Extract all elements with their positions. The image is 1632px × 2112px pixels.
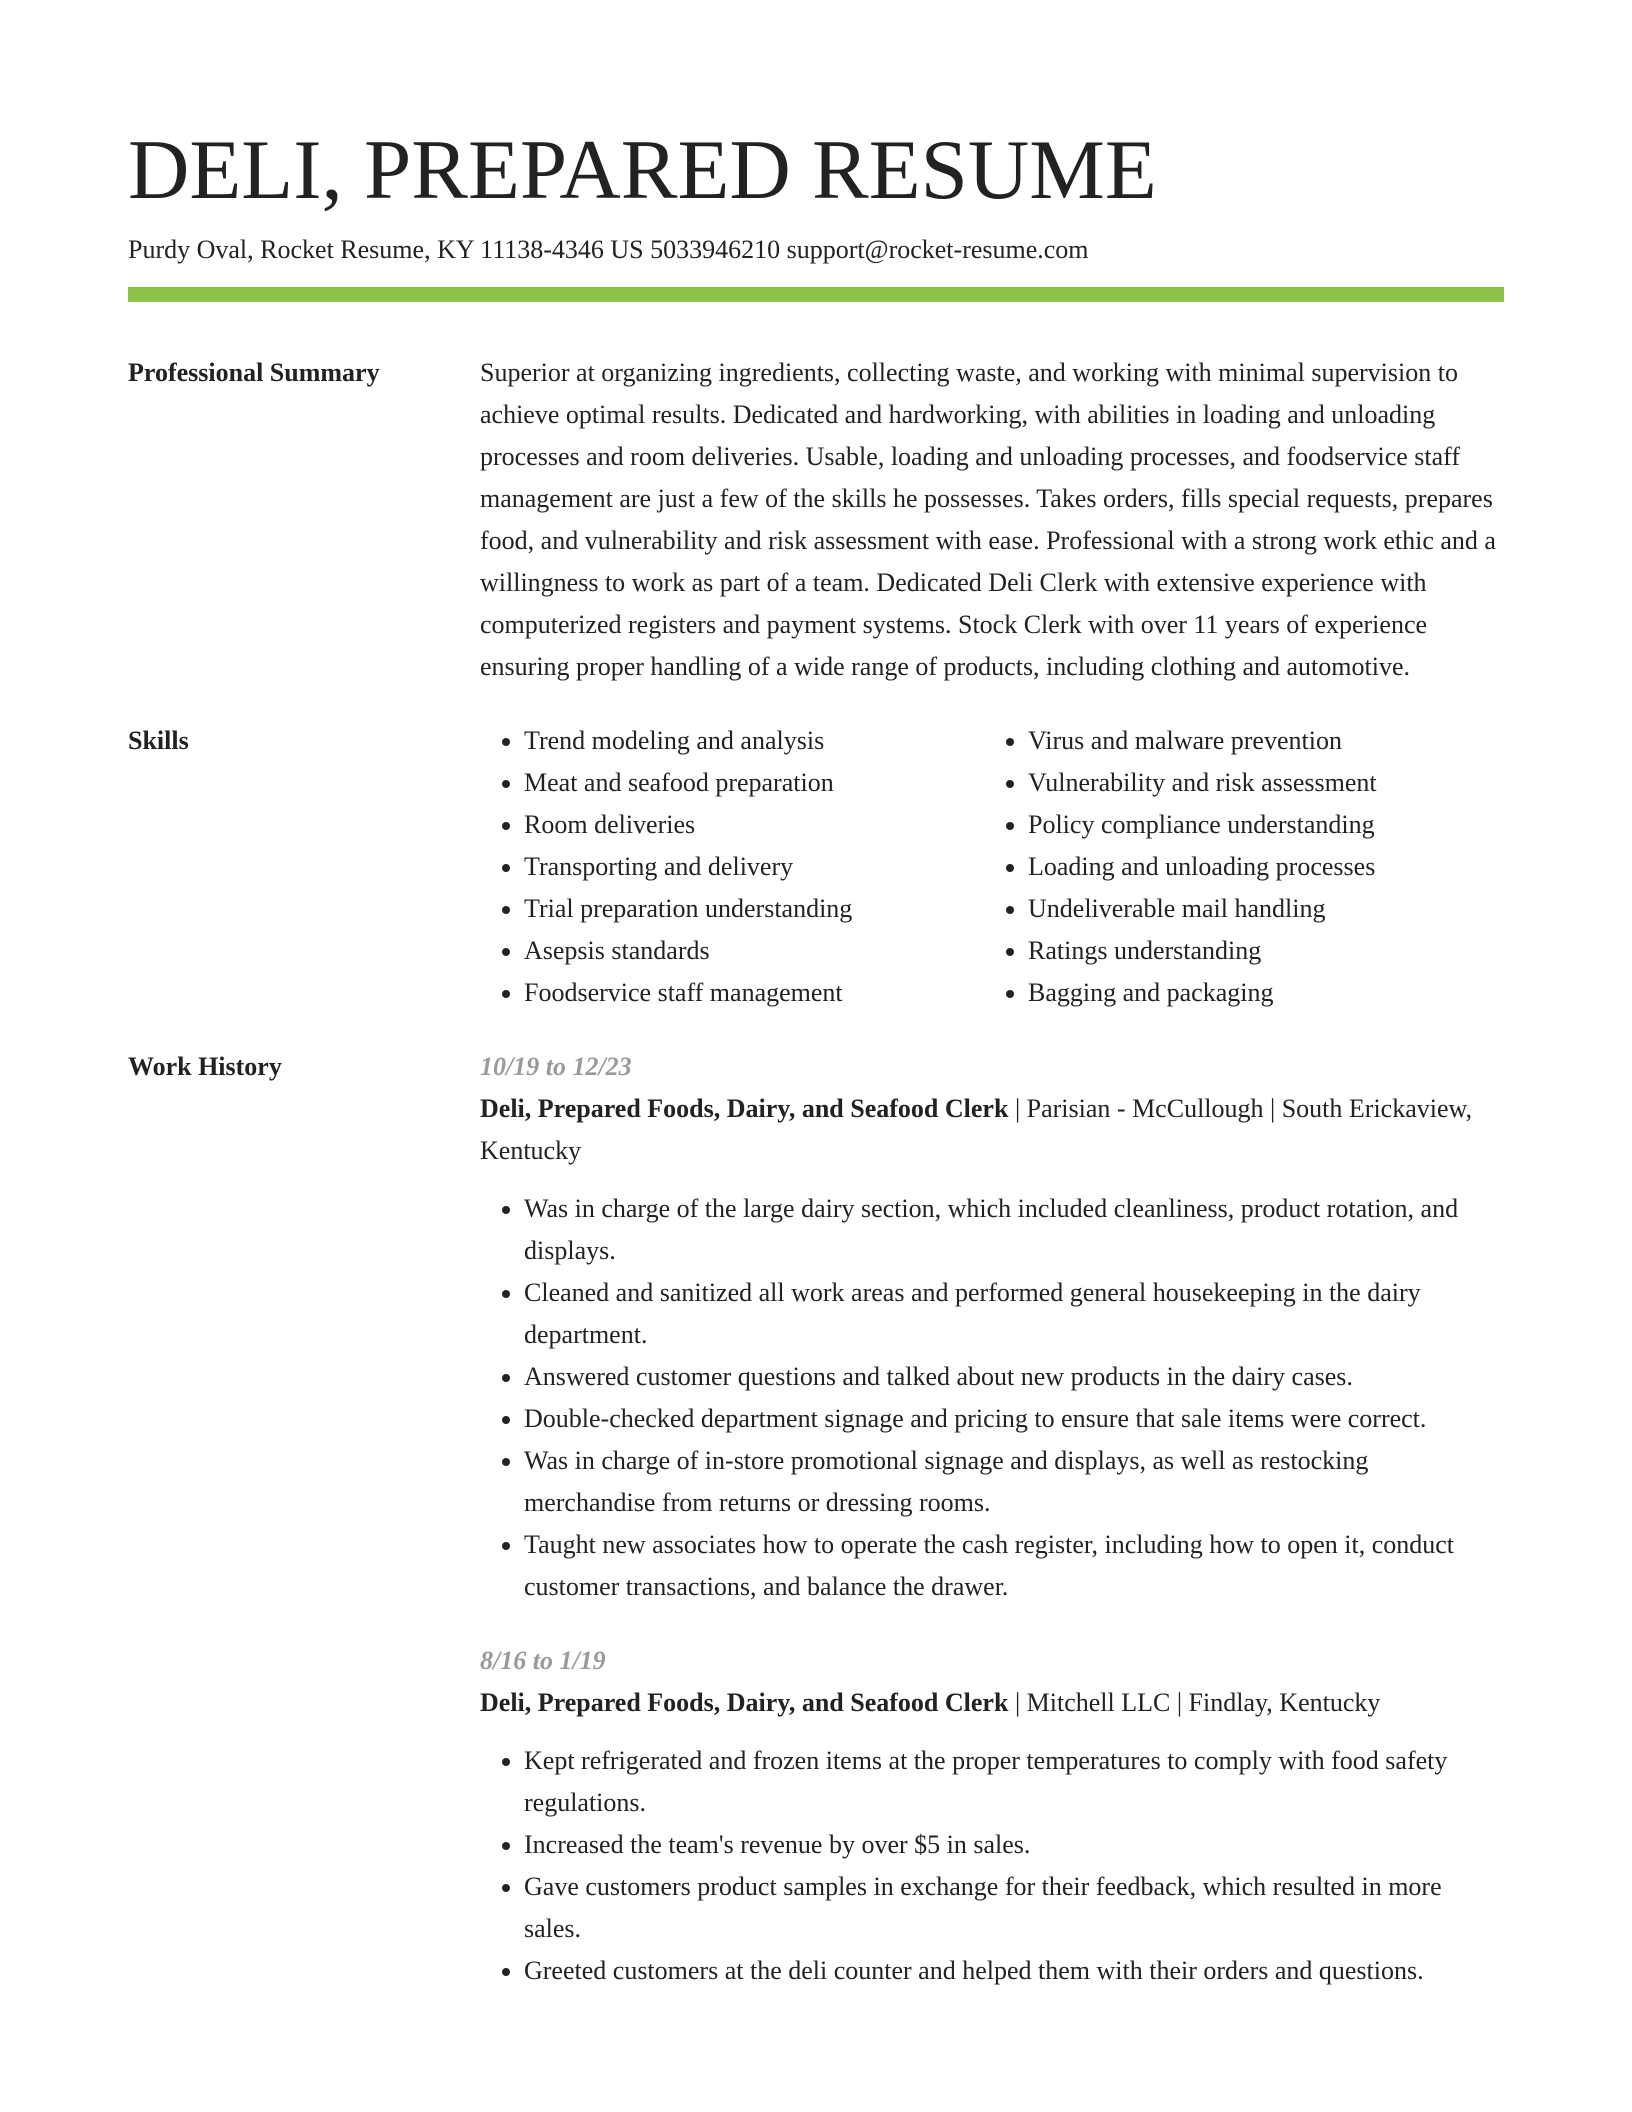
job-details: | Mitchell LLC | Findlay, Kentucky [1014,1688,1381,1717]
skill-item: • Asepsis standards [524,930,984,972]
contact-phone: 5033946210 [650,235,781,264]
skill-item: • Trend modeling and analysis [524,720,984,762]
job-entry [480,1046,1504,1608]
skills-list-left [480,720,984,1014]
job-bullets [480,1740,1504,1992]
skills-list-right [984,720,1488,1014]
skill-item: • Room deliveries [524,804,984,846]
skill-item: • Transporting and delivery [524,846,984,888]
job-entry [480,1640,1504,1992]
skills-heading: Skills [128,726,189,755]
work-history-section [128,1046,1504,1992]
skill-item: • Undeliverable mail handling [1028,888,1488,930]
job-title: Deli, Prepared Foods, Dairy, and Seafood Clerk [480,1094,1009,1123]
job-details: | Parisian - McCullough | South Erickaview, Kentucky [480,1094,1473,1165]
contact-address: Purdy Oval, Rocket Resume, KY 11138-4346 US [128,235,644,264]
job-bullets [480,1188,1504,1608]
job-bullet: • Kept refrigerated and frozen items at the proper temperatures to comply with food safety regulations. [524,1740,1504,1824]
summary-section [128,352,1504,688]
job-bullet: • Increased the team's revenue by over $5 in sales. [524,1824,1504,1866]
job-dates: 10/19 to 12/23 [480,1052,632,1081]
job-bullet: • Taught new associates how to operate the cash register, including how to open it, conduct customer transactions, and balance the drawer. [524,1524,1504,1608]
skill-item: • Bagging and packaging [1028,972,1488,1014]
skills-section [128,720,1504,1014]
job-heading [480,1088,1504,1172]
accent-divider [128,287,1504,302]
job-dates: 8/16 to 1/19 [480,1646,606,1675]
job-bullet: • Gave customers product samples in exchange for their feedback, which resulted in more sales. [524,1866,1504,1950]
skill-item: • Trial preparation understanding [524,888,984,930]
job-bullet: • Greeted customers at the deli counter and helped them with their orders and questions. [524,1950,1504,1992]
resume-name: DELI, PREPARED RESUME [128,123,1157,217]
skill-item: • Meat and seafood preparation [524,762,984,804]
job-title: Deli, Prepared Foods, Dairy, and Seafood Clerk [480,1688,1009,1717]
work-history-body [480,1046,1504,1992]
job-bullet: • Was in charge of the large dairy section, which included cleanliness, product rotation, and displays. [524,1188,1504,1272]
job-bullet: • Double-checked department signage and pricing to ensure that sale items were correct. [524,1398,1504,1440]
resume-page [128,120,1504,1992]
job-bullet: • Was in charge of in-store promotional signage and displays, as well as restocking merchandise from returns or dressing rooms. [524,1440,1504,1524]
skill-item: • Foodservice staff management [524,972,984,1014]
contact-email: support@rocket-resume.com [786,235,1089,264]
job-bullet: • Cleaned and sanitized all work areas and performed general housekeeping in the dairy department. [524,1272,1504,1356]
skill-item: • Vulnerability and risk assessment [1028,762,1488,804]
contact-line [128,232,1504,268]
job-bullet: • Answered customer questions and talked about new products in the dairy cases. [524,1356,1504,1398]
skills-columns [480,720,1504,1014]
skill-item: • Policy compliance understanding [1028,804,1488,846]
work-history-heading: Work History [128,1052,282,1081]
job-heading [480,1682,1504,1724]
skill-item: • Loading and unloading processes [1028,846,1488,888]
summary-text: Superior at organizing ingredients, collecting waste, and working with minimal supervision to achieve optimal results. Dedicated and hardworking, with abilities in loading and unloading processes and room deliveries. Usable, loading and unloading processes, and foodservice staff management are just a few of the skills he possesses. Takes orders, fills special requests, prepares food, and vulnerability and risk assessment with ease. Professional with a strong work ethic and a willingness to work as part of a team. Dedicated Deli Clerk with extensive experience with computerized registers and payment systems. Stock Clerk with over 11 years of experience ensuring proper handling of a wide range of products, including clothing and automotive. [480,358,1496,681]
skill-item: • Ratings understanding [1028,930,1488,972]
summary-heading: Professional Summary [128,358,380,387]
skill-item: • Virus and malware prevention [1028,720,1488,762]
skills-body [480,720,1504,1014]
